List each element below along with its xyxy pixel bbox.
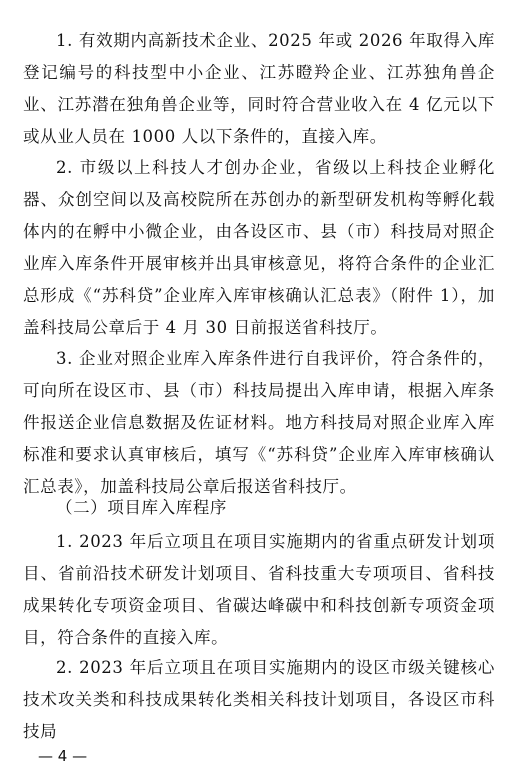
paragraph-enterprise-direct-entry: 1. 有效期内高新技术企业、2025 年或 2026 年取得入库登记编号的科技型中小企业、江苏瞪羚企业、江苏独角兽企业、江苏潜在独角兽企业等，同时符合营业收入在 4 亿元以下或从业人员在 1000 人以下条件的，直接入库。 <box>23 31 495 146</box>
section-heading-project-library: （二）项目库入库程序 <box>56 498 227 517</box>
page-number: — 4 — <box>38 747 88 765</box>
paragraph-self-evaluation: 3. 企业对照企业库入库条件进行自我评价，符合条件的，可向所在设区市、县（市）科技局提出入库申请，根据入库条件报送企业信息数据及佐证材料。地方科技局对照企业库入库标准和要求认真审核后，填写《“苏科贷”企业库入库审核确认汇总表》，加盖科技局公章后报送省科技厅。 <box>23 349 495 496</box>
paragraph-provincial-projects: 1. 2023 年后立项且在项目实施期内的省重点研发计划项目、省前沿技术研发计划项目、省科技重大专项项目、省科技成果转化专项资金项目、省碳达峰碳中和科技创新专项资金项目，符合条件的直接入库。 <box>23 532 495 647</box>
paragraph-incubator-enterprises: 2. 市级以上科技人才创办企业，省级以上科技企业孵化器、众创空间以及高校院所在苏创办的新型研发机构等孵化载体内的在孵中小微企业，由各设区市、县（市）科技局对照企业库入库条件开展审核并出具审核意见，将符合条件的企业汇总形成《“苏科贷”企业库入库审核确认汇总表》（附件 1），加盖科技局公章后于 4 月 30 日前报送省科技厅。 <box>23 158 495 337</box>
paragraph-city-projects: 2. 2023 年后立项且在项目实施期内的设区市级关键核心技术攻关类和科技成果转化类相关科技计划项目，各设区市科技局 <box>23 658 495 741</box>
